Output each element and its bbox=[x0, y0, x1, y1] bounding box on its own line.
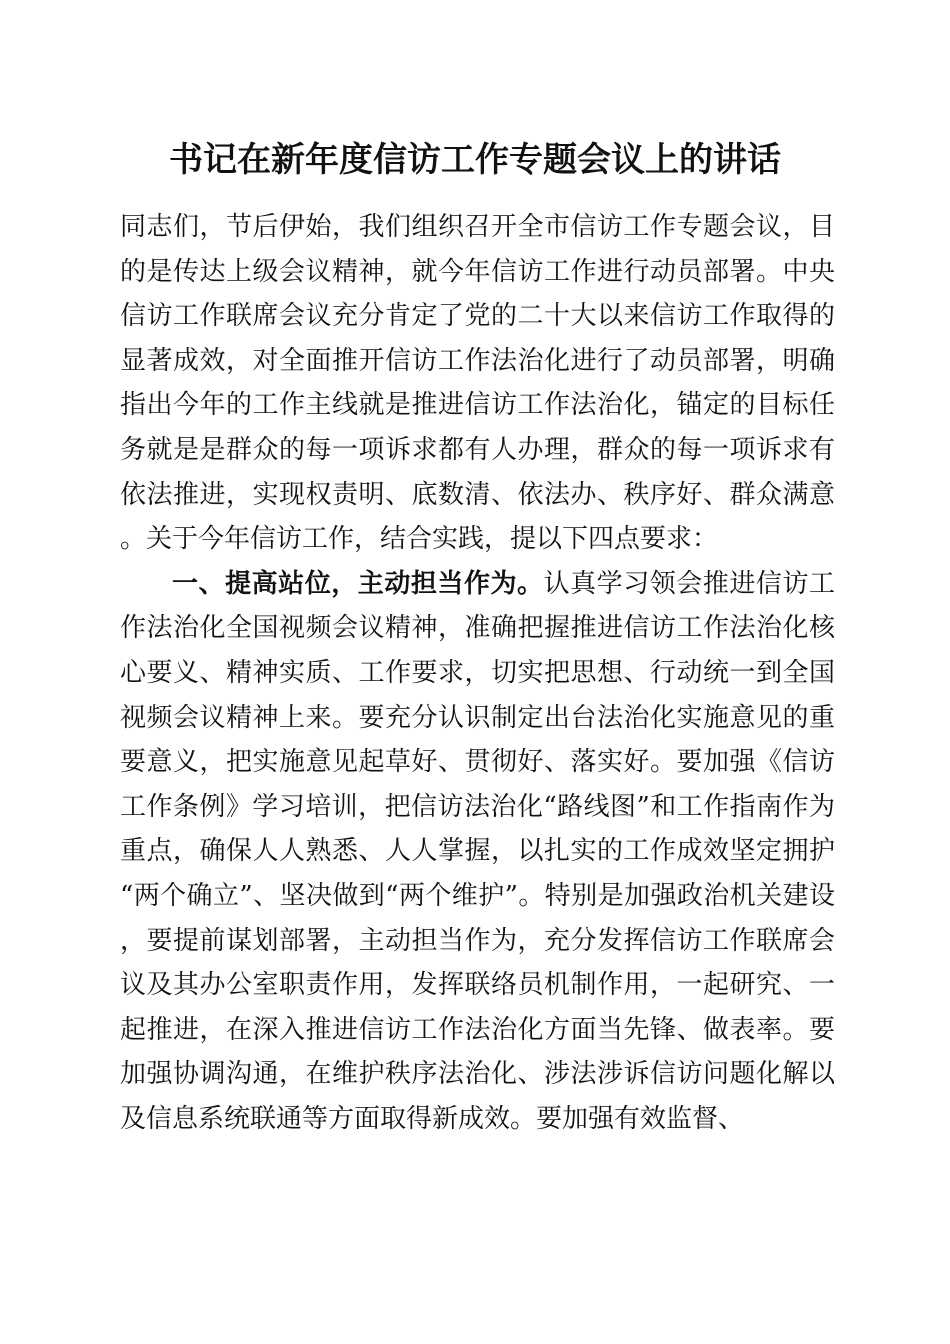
document-title: 书记在新年度信访工作专题会议上的讲话 bbox=[169, 140, 781, 180]
section-one-heading: 一、提高站位，主动担当作为。 bbox=[172, 568, 544, 599]
section-one-paragraph bbox=[120, 562, 835, 1142]
opening-paragraph: 同志们，节后伊始，我们组织召开全市信访工作专题会议，目的是传达上级会议精神，就今年信访工作进行动员部署。中央信访工作联席会议充分肯定了党的二十大以来信访工作取得的显著成效，对全面推开信访工作法治化进行了动员部署，明确指出今年的工作主线就是推进信访工作法治化，锚定的目标任务就是是群众的每一项诉求都有人办理，群众的每一项诉求有依法推进，实现权责明、底数清、依法办、秩序好、群众满意。关于今年信访工作，结合实践，提以下四点要求： bbox=[120, 212, 835, 555]
section-one-text: 认真学习领会推进信访工作法治化全国视频会议精神，准确把握推进信访工作法治化核心要义、精神实质、工作要求，切实把思想、行动统一到全国视频会议精神上来。要充分认识制定出台法治化实施意见的重要意义，把实施意见起草好、贯彻好、落实好。要加强《信访工作条例》学习培训，把信访法治化“路线图”和工作指南作为重点，确保人人熟悉、人人掌握，以扎实的工作成效坚定拥护“两个确立”、坚决做到“两个维护”。特别是加强政治机关建设，要提前谋划部署，主动担当作为，充分发挥信访工作联席会议及其办公室职责作用，发挥联络员机制作用，一起研究、一起推进，在深入推进信访工作法治化方面当先锋、做表率。要加强协调沟通，在维护秩序法治化、涉法涉诉信访问题化解以及信息系统联通等方面取得新成效。要加强有效监督、 bbox=[120, 568, 835, 1134]
document-body bbox=[120, 205, 835, 1141]
